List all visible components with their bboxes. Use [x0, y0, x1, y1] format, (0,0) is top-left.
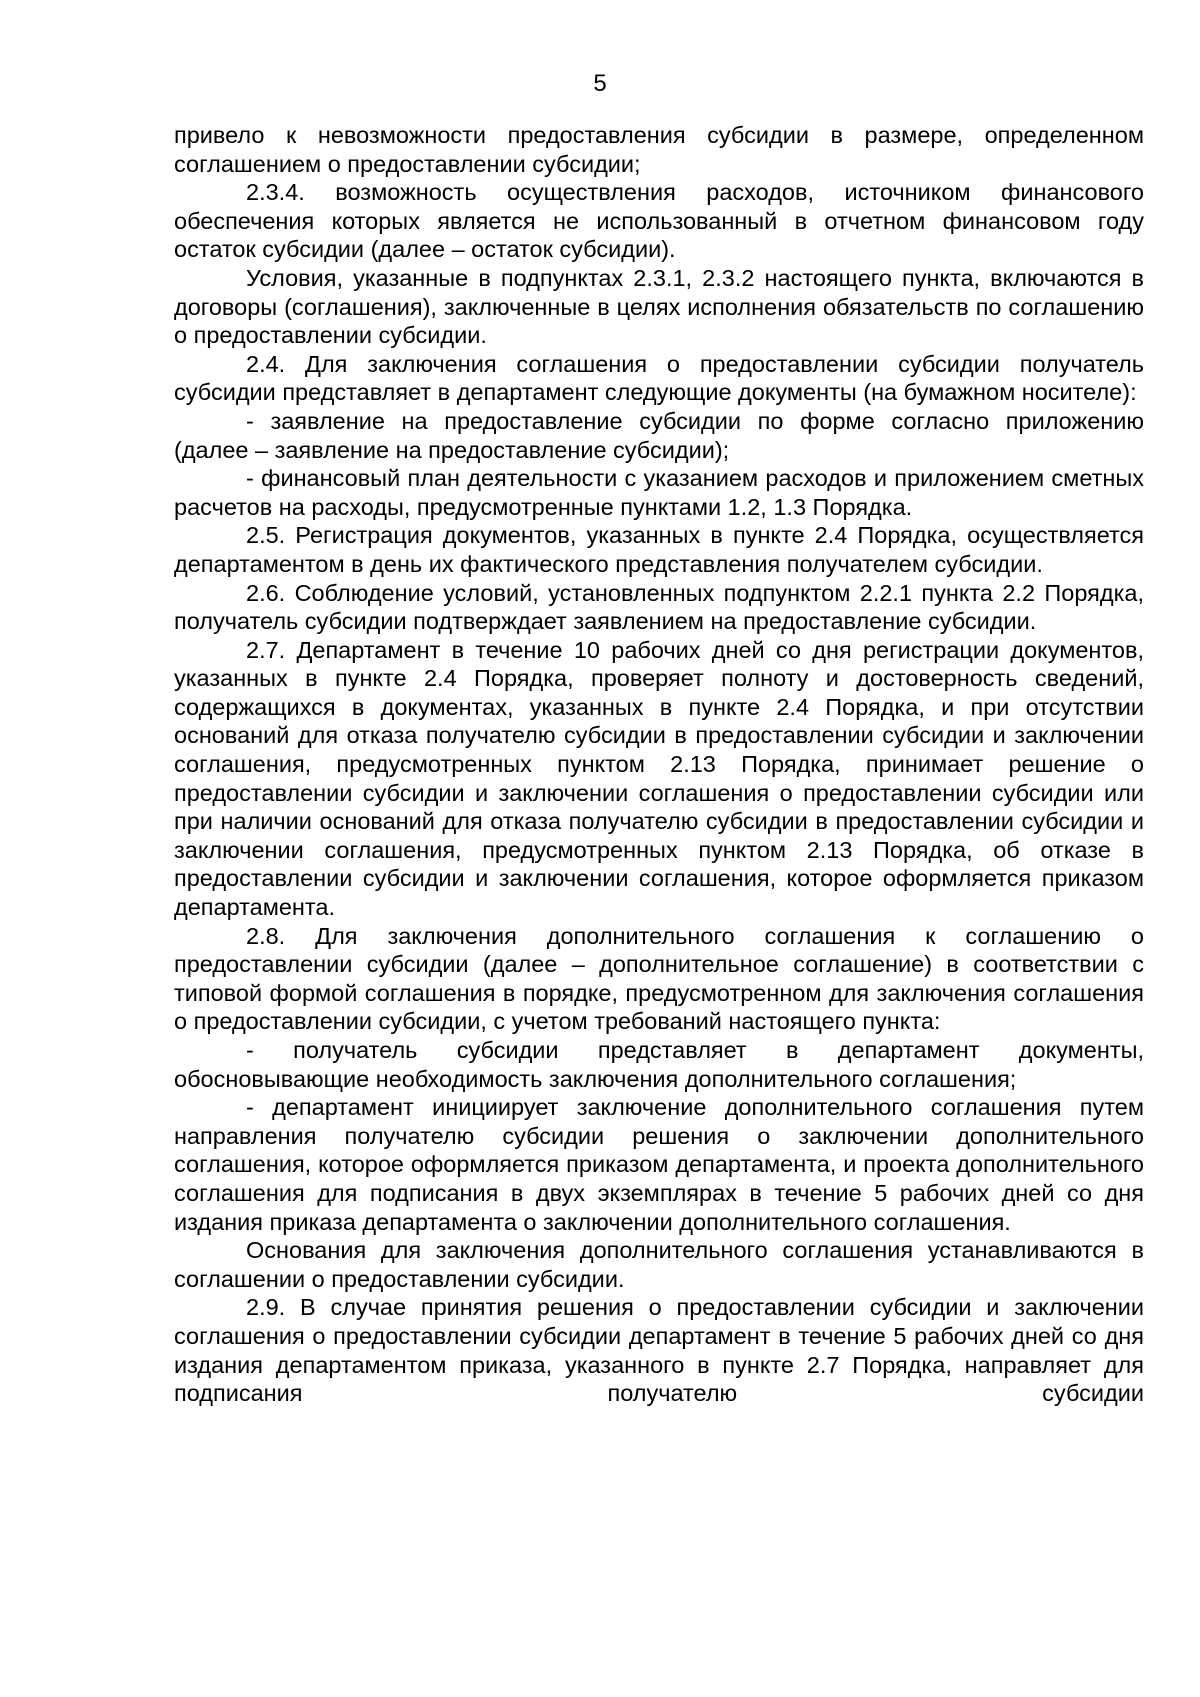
paragraph-7: 2.6. Соблюдение условий, установленных подпунктом 2.2.1 пункта 2.2 Порядка, получатель субсидии подтверждает заявлением на предоставление субсидии.	[174, 579, 1144, 635]
paragraph-3: 2.4. Для заключения соглашения о предоставлении субсидии получатель субсидии представляет в департамент следующие документы (на бумажном носителе):	[174, 350, 1144, 406]
paragraph-13: 2.9. В случае принятия решения о предоставлении субсидии и заключении соглашения о предоставлении субсидии департамент в течение 5 рабочих дней со дня издания департаментом приказа, указанного в пункте 2.7 Порядка, направляет для подписания получателю субсидии	[174, 1294, 1144, 1407]
document-body	[174, 121, 1144, 1408]
paragraph-4: - заявление на предоставление субсидии по форме согласно приложению (далее – заявление на предоставление субсидии);	[174, 407, 1144, 463]
paragraph-9: 2.8. Для заключения дополнительного соглашения к соглашению о предоставлении субсидии (далее – дополнительное соглашение) в соответствии с типовой формой соглашения в порядке, предусмотренном для заключения соглашения о предоставлении субсидии, с учетом требований настоящего пункта:	[174, 922, 1144, 1035]
page-number: 5	[593, 70, 607, 97]
paragraph-8: 2.7. Департамент в течение 10 рабочих дней со дня регистрации документов, указанных в пункте 2.4 Порядка, проверяет полноту и достоверность сведений, содержащихся в документах, указанных в пункте 2.4 Порядка, и при отсутствии оснований для отказа получателю субсидии в предоставлении субсидии и заключении соглашения, предусмотренных пунктом 2.13 Порядка, принимает решение о предоставлении субсидии и заключении соглашения о предоставлении субсидии или при наличии оснований для отказа получателю субсидии в предоставлении субсидии и заключении соглашения, предусмотренных пунктом 2.13 Порядка, об отказе в предоставлении субсидии и заключении соглашения, которое оформляется приказом департамента.	[174, 636, 1144, 921]
paragraph-11: - департамент инициирует заключение дополнительного соглашения путем направления получателю субсидии решения о заключении дополнительного соглашения, которое оформляется приказом департамента, и проекта дополнительного соглашения для подписания в двух экземплярах в течение 5 рабочих дней со дня издания приказа департамента о заключении дополнительного соглашения.	[174, 1094, 1144, 1235]
paragraph-12: Основания для заключения дополнительного соглашения устанавливаются в соглашении о предоставлении субсидии.	[174, 1237, 1144, 1292]
paragraph-2: Условия, указанные в подпунктах 2.3.1, 2.3.2 настоящего пункта, включаются в договоры (соглашения), заключенные в целях исполнения обязательств по соглашению о предоставлении субсидии.	[174, 264, 1144, 349]
paragraph-1: 2.3.4. возможность осуществления расходов, источником финансового обеспечения которых является не использованный в отчетном финансовом году остаток субсидии (далее – остаток субсидии).	[174, 179, 1144, 263]
paragraph-5: - финансовый план деятельности с указанием расходов и приложением сметных расчетов на расходы, предусмотренные пунктами 1.2, 1.3 Порядка.	[174, 465, 1144, 520]
paragraph-0: привело к невозможности предоставления субсидии в размере, определенном соглашением о предоставлении субсидии;	[174, 122, 1144, 177]
paragraph-6: 2.5. Регистрация документов, указанных в пункте 2.4 Порядка, осуществляется департаментом в день их фактического представления получателем субсидии.	[174, 522, 1144, 577]
paragraph-10: - получатель субсидии представляет в департамент документы, обосновывающие необходимость заключения дополнительного соглашения;	[174, 1037, 1144, 1092]
